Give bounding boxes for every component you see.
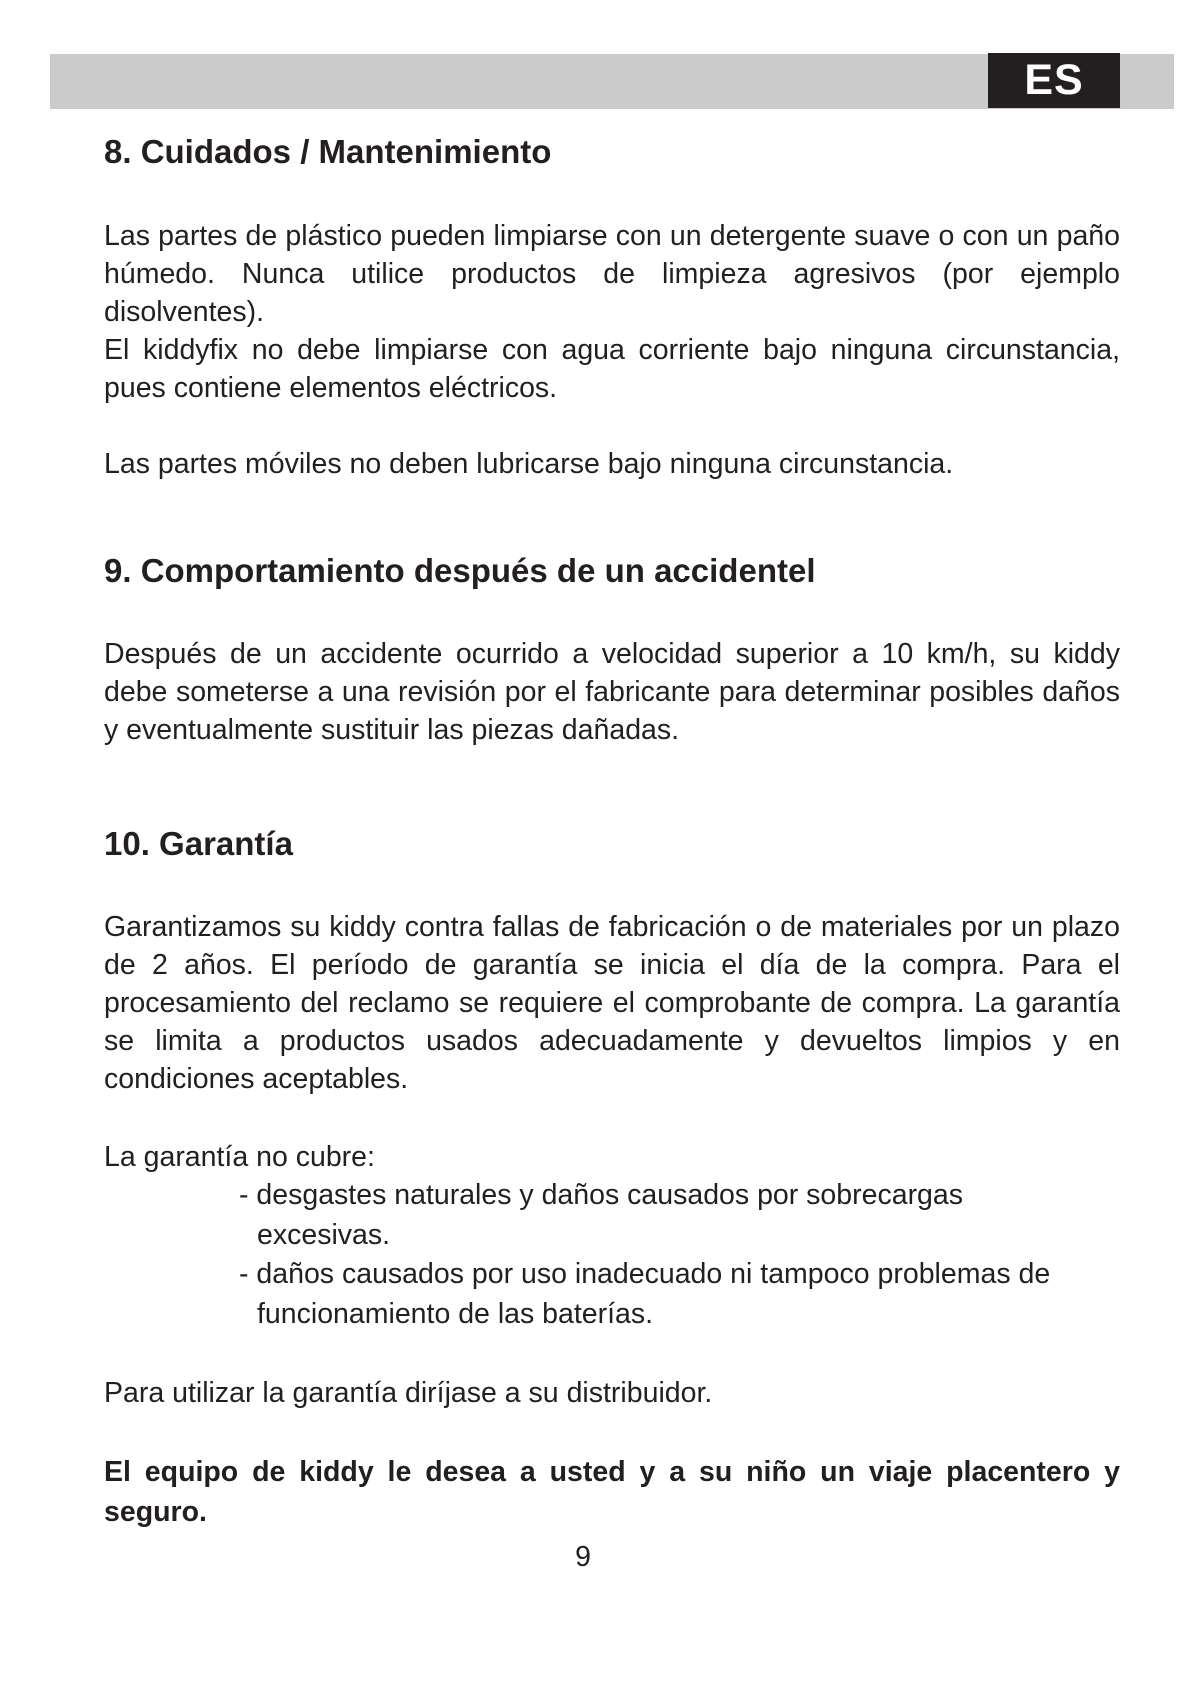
warranty-exclusions-list — [104, 1176, 1059, 1334]
section-care — [104, 128, 1120, 483]
accident-paragraph-1: Después de un accidente ocurrido a velocidad superior a 10 km/h, su kiddy debe someterse a una revisión por el fabricante para determinar posibles daños y eventualmente sustituir las piezas dañadas. — [104, 638, 1120, 746]
page-content — [104, 128, 1120, 1532]
care-paragraph-2: El kiddyfix no debe limpiarse con agua corriente bajo ninguna circunstancia, pues contiene elementos eléctricos. — [104, 334, 1120, 404]
warranty-paragraph-1: Garantizamos su kiddy contra fallas de fabricación o de materiales por un plazo de 2 años. El período de garantía se inicia el día de la compra. Para el procesamiento del reclamo se requiere el comprobante de compra. La garantía se limita a productos usados adecuadamente y devueltos limpios y en condiciones aceptables. — [104, 911, 1120, 1095]
section-warranty — [104, 820, 1120, 1532]
list-item: - daños causados por uso inadecuado ni tampoco problemas de funcionamiento de las baterías. — [239, 1258, 1051, 1330]
warranty-exclusions-intro: La garantía no cubre: — [104, 1141, 375, 1173]
section-accident — [104, 547, 1120, 749]
language-badge: ES — [988, 53, 1120, 108]
warranty-distributor-note: Para utilizar la garantía diríjase a su distribuidor. — [104, 1377, 713, 1409]
closing-message: El equipo de kiddy le desea a usted y a su niño un viaje placentero y seguro. — [104, 1456, 1120, 1528]
section-title-warranty: 10. Garantía — [104, 825, 293, 862]
page-number: 9 — [575, 1541, 591, 1573]
care-paragraph-3: Las partes móviles no deben lubricarse bajo ninguna circunstancia. — [104, 448, 954, 480]
section-title-accident: 9. Comportamiento después de un accidentel — [104, 552, 816, 589]
list-item: - desgastes naturales y daños causados por sobrecargas excesivas. — [239, 1179, 964, 1251]
care-paragraph-1: Las partes de plástico pueden limpiarse con un detergente suave o con un paño húmedo. Nunca utilice productos de limpieza agresivos (por ejemplo disolventes). — [104, 220, 1120, 328]
section-title-care: 8. Cuidados / Mantenimiento — [104, 133, 552, 170]
